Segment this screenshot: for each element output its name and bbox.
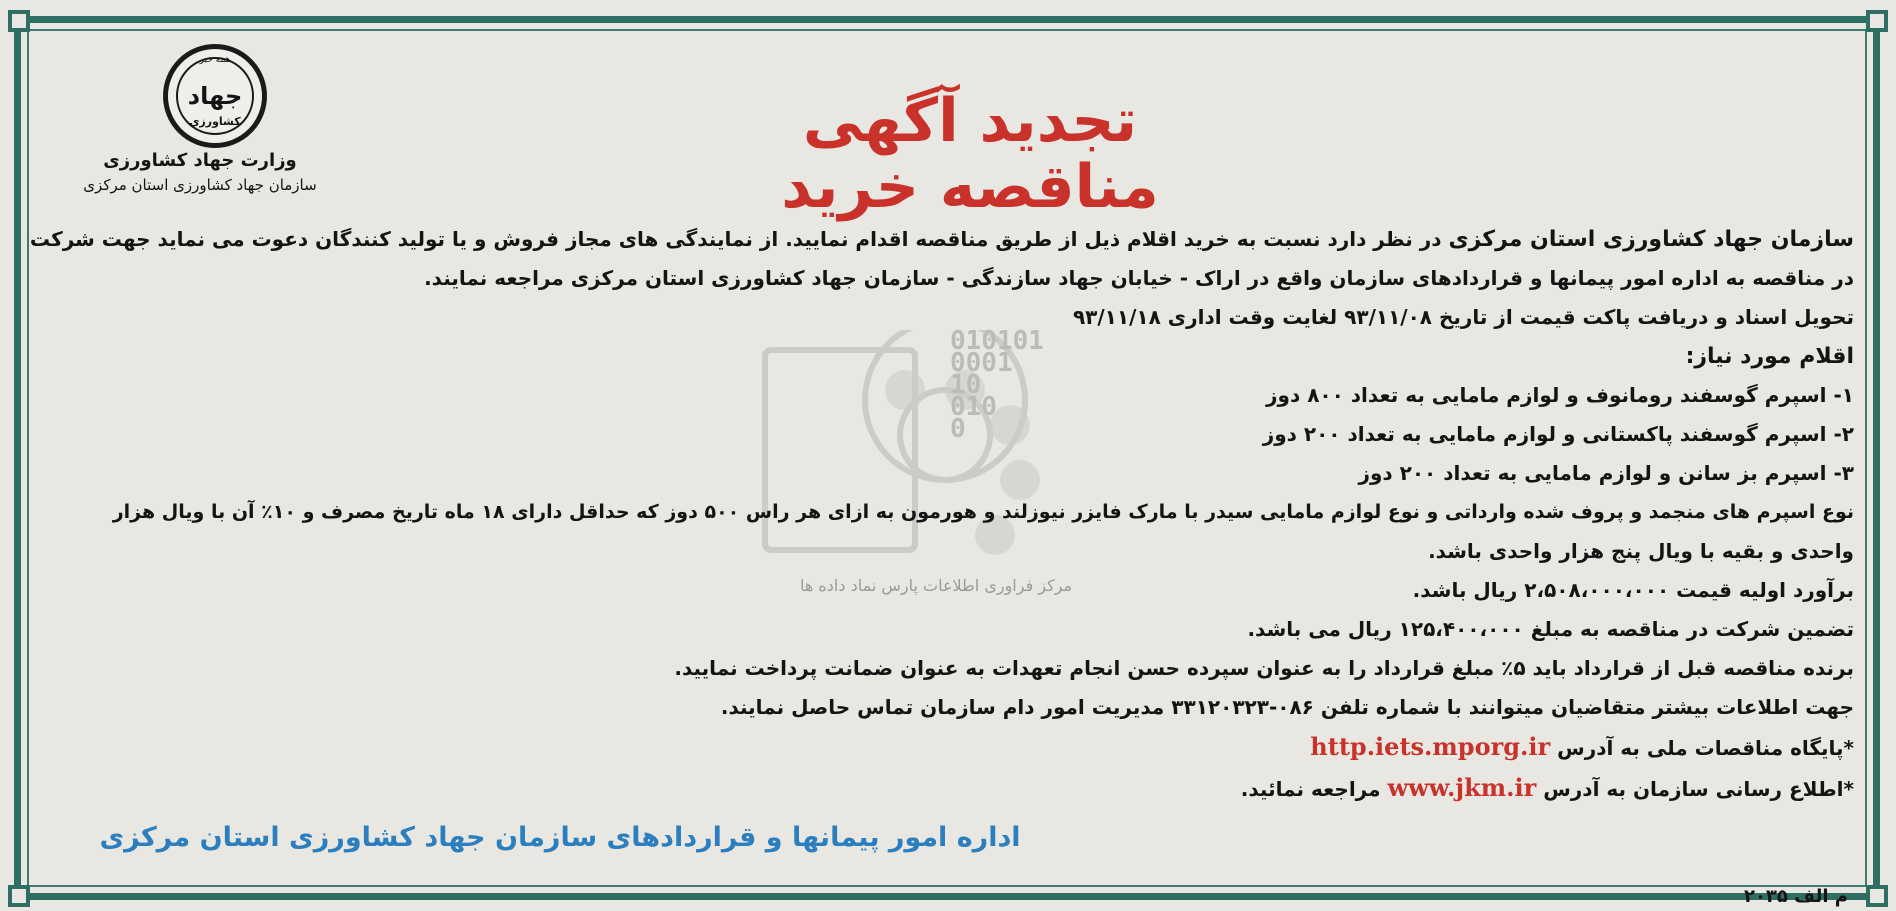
- guarantee-line: تضمین شرکت در مناقصه به مبلغ ۱۲۵،۴۰۰،۰۰۰ ریال می باشد.: [1247, 617, 1854, 641]
- watermark-digit-row: 0001: [950, 348, 1013, 378]
- ministry-name: وزارت جهاد کشاورزی: [103, 150, 297, 171]
- logo-top-small: همه خبر: [199, 55, 231, 65]
- jahad-logo: [163, 44, 267, 148]
- info-prefix: *اطلاع رسانی سازمان به آدرس: [1543, 777, 1854, 801]
- corner-ornament-top-left: [8, 10, 30, 32]
- item-1: ۱- اسپرم گوسفند رومانوف و لوازم مامایی به تعداد ۸۰۰ دوز: [1266, 383, 1854, 407]
- body-line-2: در مناقصه به اداره امور پیمانها و قراردادهای سازمان واقع در اراک - خیابان جهاد سازندگی - سازمان جهاد کشاورزی استان مرکزی مراجعه نمایند.: [424, 266, 1854, 290]
- corner-ornament-bottom-left: [8, 885, 30, 907]
- department-footer: اداره امور پیمانها و قراردادهای سازمان جهاد کشاورزی استان مرکزی: [99, 822, 1021, 853]
- corner-ornament-top-right: [1866, 10, 1888, 32]
- logo-word-main: جهاد: [187, 82, 243, 110]
- logo-word-sub: کشاورزی: [189, 115, 241, 128]
- portal-url-link[interactable]: http.iets.mporg.ir: [1310, 732, 1551, 761]
- item-2: ۲- اسپرم گوسفند پاکستانی و لوازم مامایی به تعداد ۲۰۰ دوز: [1262, 422, 1854, 446]
- spec-line-1: نوع اسپرم های منجمد و پروف شده وارداتی و نوع لوازم مامایی سیدر با مارک فایزر نیوزلند و هورمون به ازای هر راس ۵۰۰ دوز که حداقل دارای ۱۸ ماه تاریخ مصرف و ۱۰٪ آن با ویال هزار: [112, 501, 1854, 523]
- info-suffix: مراجعه نمائید.: [1240, 777, 1381, 801]
- ad-body: [29, 220, 1854, 809]
- items-heading: اقلام مورد نیاز:: [1685, 344, 1854, 369]
- body-line-3: تحویل اسناد و دریافت پاکت قیمت از تاریخ ۹۳/۱۱/۰۸ لغایت وقت اداری ۹۳/۱۱/۱۸: [1072, 305, 1854, 329]
- portal-line: [40, 727, 1854, 768]
- intro-line: [29, 220, 1854, 259]
- item-3: ۳- اسپرم بز سانن و لوازم مامایی به تعداد ۲۰۰ دوز: [1358, 461, 1854, 485]
- portal-prefix: *پایگاه مناقصات ملی به آدرس: [1557, 736, 1854, 760]
- ad-title: تجدید آگهی مناقصه خرید: [781, 86, 1159, 222]
- intro-rest: در نظر دارد نسبت به خرید اقلام ذیل از طریق مناقصه اقدام نمایید. از نمایندگی های مجاز فروش و یا تولید کنندگان دعوت می نماید جهت شرکت: [29, 227, 1442, 251]
- watermark-digit-row: 010101: [950, 326, 1044, 356]
- winner-line: برنده مناقصه قبل از قرارداد باید ۵٪ مبلغ قرارداد را به عنوان سپرده حسن انجام تعهدات به عنوان ضمانت پرداخت نمایید.: [674, 656, 1854, 680]
- info-line: [40, 768, 1854, 809]
- info-url-link[interactable]: www.jkm.ir: [1387, 773, 1537, 802]
- intro-bold: سازمان جهاد کشاورزی استان مرکزی: [1448, 227, 1854, 252]
- watermark-digit-row: 0: [950, 414, 966, 444]
- watermark-digit-row: 10: [950, 370, 982, 400]
- estimate-line: برآورد اولیه قیمت ۲،۵۰۸،۰۰۰،۰۰۰ ریال باشد.: [1412, 578, 1854, 602]
- watermark-digit-row: 010: [950, 392, 997, 422]
- corner-ornament-bottom-right: [1866, 885, 1888, 907]
- spec-line-2: واحدی و بقیه با ویال پنج هزار واحدی باشد.: [1428, 539, 1854, 563]
- province-organization: سازمان جهاد کشاورزی استان مرکزی: [83, 176, 317, 194]
- contact-line: جهت اطلاعات بیشتر متقاضیان میتوانند با شماره تلفن ۰۸۶-۳۳۱۲۰۳۲۳ مدیریت امور دام سازمان تماس حاصل نمایند.: [720, 695, 1854, 719]
- ad-code: م الف ۲۰۳۵: [1743, 886, 1848, 907]
- watermark-caption: مرکز فراوری اطلاعات پارس نماد داده ها: [800, 576, 1073, 595]
